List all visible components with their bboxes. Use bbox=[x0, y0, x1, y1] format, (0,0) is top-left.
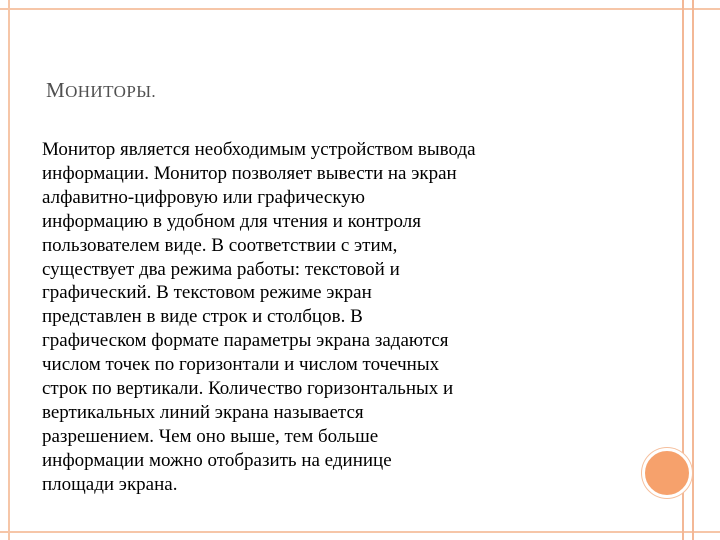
body-line: разрешением. Чем оно выше, тем больше bbox=[42, 425, 379, 447]
frame-top-line bbox=[0, 8, 720, 10]
body-line: информации можно отобразить на единице bbox=[42, 449, 392, 471]
frame-left-line bbox=[8, 0, 10, 540]
body-line: существует два режима работы: текстовой и bbox=[42, 258, 400, 280]
body-line: графический. В текстовом режиме экран bbox=[42, 282, 372, 304]
slide-title-rest: ОНИТОРЫ. bbox=[65, 82, 157, 101]
body-line: вертикальных линий экрана называется bbox=[42, 401, 364, 423]
body-line: пользователем виде. В соответствии с этим, bbox=[42, 234, 398, 256]
body-line: информацию в удобном для чтения и контроля bbox=[42, 210, 422, 232]
frame-right-line-outer bbox=[692, 0, 694, 540]
body-line: площади экрана. bbox=[42, 473, 178, 495]
body-line: строк по вертикали. Количество горизонтальных и bbox=[42, 378, 454, 400]
body-line: числом точек по горизонтали и числом точечных bbox=[42, 354, 440, 376]
body-line: графическом формате параметры экрана задаются bbox=[42, 330, 449, 352]
slide-body-text bbox=[42, 138, 656, 497]
body-line: представлен в виде строк и столбцов. В bbox=[42, 306, 363, 328]
body-line: информации. Монитор позволяет вывести на экран bbox=[42, 162, 457, 184]
slide-title-first-letter: М bbox=[46, 78, 66, 102]
body-line: алфавитно-цифровую или графическую bbox=[42, 186, 365, 208]
frame-bottom-line bbox=[0, 531, 720, 533]
slide-title bbox=[46, 78, 156, 103]
body-line: Монитор является необходимым устройством вывода bbox=[42, 139, 476, 160]
